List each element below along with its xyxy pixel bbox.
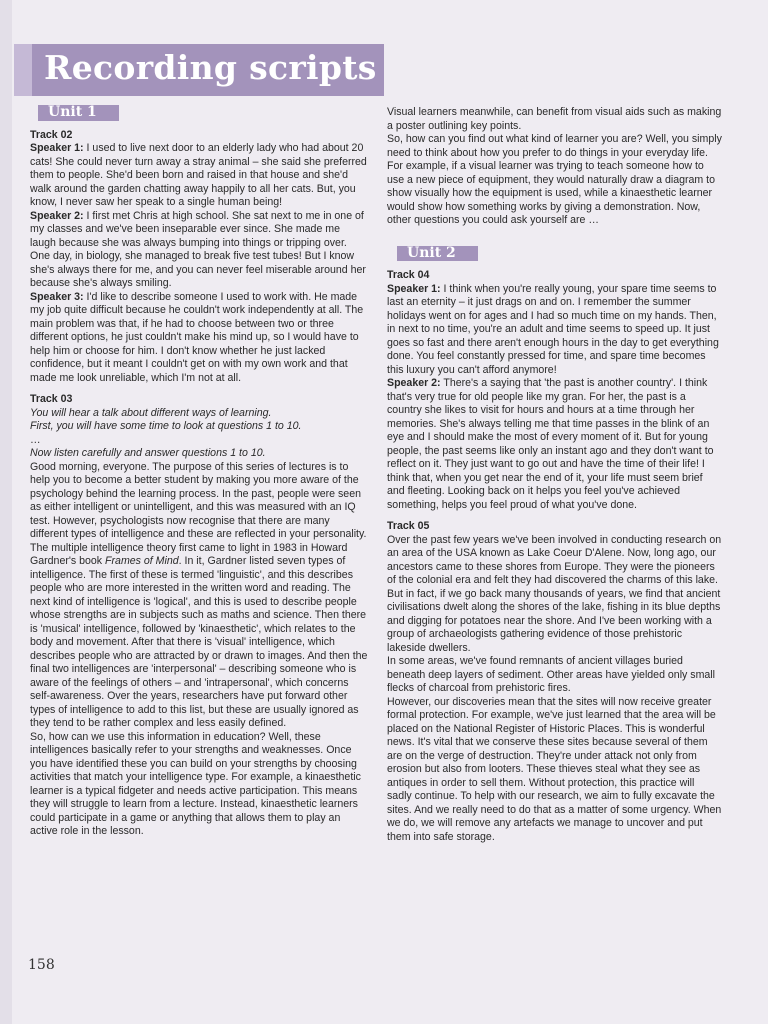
track-05-paragraph-4: However, our discoveries mean that the sites will now receive greater formal protection. For example, we've just learned that the area will be placed on the National Register of Historic Places. This is wonderful news. It's vital that we conserve these sites because several of them are on the verge of destruction. They're under attack not only from erosion but also from looters. These thieves steal what they see as antiques in order to sell them. Without protection, this practice will sadly continue. To help with our research, we aim to fully excavate the sites. And we really need to do that as a matter of some urgency. When we do, we will remove any artefacts we manage to uncover and put them into safe storage. (387, 695, 722, 843)
track-02-heading: Track 02 (30, 128, 73, 141)
paragraph-text: Good morning, everyone. The purpose of this series of lectures is to help you to become a better student by making you more aware of the psychology behind the learning process. In the past, people were seen as either intelligent or unintelligent, and this was measured with an IQ test. However, psychologists now recognise that there are many different types of intelligence and these are reflected in your personality. The multiple intelligence theory first came to light in 1983 in Howard Gardner's book (30, 460, 367, 567)
track-05-paragraph-1: Over the past few years we've been involved in conducting research on an area of the USA known as Lake Coeur D'Alene. Now, long ago, our ancestors came to these shores from Europe. They were the pioneers of the colonial era and felt they had discovered the charms of this lake. (387, 533, 722, 586)
speaker-text: I used to live next door to an elderly lady who had about 20 cats! She could never turn away a stray animal – she said she preferred them to people. She'd been born and raised in that house and she'd walk around the garden chatting away happily to all her cats. But, you know, I never saw her speak to a single human being! (30, 142, 367, 208)
track-03-ellipsis: … (30, 433, 41, 446)
track-03-paragraph-3: Visual learners meanwhile, can benefit from visual aids such as making a poster outlining key points. (387, 106, 722, 132)
unit-2-heading: Unit 2 (397, 246, 478, 262)
track-05-paragraph-2: But in fact, if we go back many thousands of years, we find that ancient civilisations dwelt along the shores of the lake, fishing in its blue depths and digging for potatoes near the shore. And I've been working with a group of archaeologists gathering evidence of those prehistoric lakeside dwellers. (387, 587, 721, 654)
speaker-label: Speaker 2: (30, 209, 84, 222)
page-edge (0, 0, 12, 1024)
speaker-text: I'd like to describe someone I used to work with. He made my job quite difficult because he couldn't work independently at all. The main problem was that, if he had to choose between two or three different options, he just couldn't make his mind up, so I would have to help him or choose for him. I don't know whether he just lacked confidence, but it meant I couldn't get on with my own work and that made me look unreliable, which I'm not at all. (30, 290, 364, 384)
track-04-speaker-1 (387, 283, 722, 378)
speaker-label: Speaker 3: (30, 290, 84, 303)
speaker-label: Speaker 2: (387, 377, 441, 389)
speaker-label: Speaker 1: (30, 142, 84, 154)
speaker-text: I think when you're really young, your spare time seems to last an eternity – it just drags on and on. I remember the summer holidays went on for ages and I had so much time on my hands. Then, in next to no time, you're an adult and time seems to speed up. It just goes so fast and there aren't enough hours in the day to get everything done. You feel constantly pressed for time, and spare time becomes this luxury you can't afford anymore! (387, 282, 719, 376)
page-number: 158 (28, 957, 55, 973)
track-02-speaker-3 (30, 291, 368, 386)
speaker-text: I first met Chris at high school. She sat next to me in one of my classes and we've been inseparable ever since. She made me laugh because she was always bumping into things or tripping over. One day, in biology, she managed to break five test tubes! But I know she's always there for me, and you can never feel miserable around her because she's always smiling. (30, 209, 366, 289)
track-03-instruction-3: Now listen carefully and answer questions 1 to 10. (30, 447, 266, 459)
track-03-instruction-1: You will hear a talk about different ways of learning. (30, 406, 272, 419)
track-03-paragraph-1 (30, 461, 368, 731)
track-03-paragraph-4: So, how can you find out what kind of learner you are? Well, you simply need to think about how you prefer to do things in your everyday life. For example, if a visual learner was trying to teach someone how to use a new piece of equipment, they would naturally draw a diagram to show visually how the equipment is used, while a kinaesthetic learner would show how something works by giving a demonstration. Now, other questions you could ask yourself are … (387, 133, 722, 226)
track-02-speaker-1 (30, 142, 368, 210)
track-04-heading: Track 04 (387, 269, 430, 281)
speaker-label: Speaker 1: (387, 282, 441, 295)
track-03-heading: Track 03 (30, 393, 73, 405)
track-04-speaker-2 (387, 377, 722, 512)
right-column (387, 106, 722, 844)
track-03-paragraph-2: So, how can we use this information in education? Well, these intelligences basically refer to your strengths and weaknesses. Once you have identified these you can build on your strengths by choosing activities that match your intelligence type. For example, a kinaesthetic learner is a typical fidgeter and needs active participation. This means they will struggle to learn from a lecture. Instead, kinaesthetic learners could participate in a game or anything that allows them to play an active role in the lesson. (30, 730, 361, 837)
book-title: Frames of Mind (105, 555, 179, 567)
left-column (30, 105, 368, 839)
track-05-heading: Track 05 (387, 520, 430, 532)
paragraph-text: . In it, Gardner listed seven types of intelligence. The first of these is termed 'linguistic', and this describes people who are more interested in the written word and reading. The next kind of intelligence is 'logical', and this is used to describe people whose strengths are in subjects such as maths and science. Then there is 'musical' intelligence, followed by 'kinaesthetic', which relates to the body and movement. After that there is 'visual' intelligence, which describes people who are attracted by or drawn to images. And then the final two intelligences are 'interpersonal' – describing someone who is aware of the feelings of others – and 'intrapersonal', which concerns self-awareness. Over the years, researchers have put forward other types of intelligence to add to this list, but these are usually ignored as they tend to be rather complex and less easily defined. (30, 555, 368, 729)
unit-1-heading: Unit 1 (38, 105, 119, 121)
title-banner (14, 44, 384, 96)
track-03-instruction-2: First, you will have some time to look at questions 1 to 10. (30, 420, 302, 432)
page-title: Recording scripts (44, 48, 377, 87)
title-accent (14, 44, 32, 96)
track-05-paragraph-3: In some areas, we've found remnants of ancient villages buried beneath deep layers of sediment. Other areas have yielded only small flecks of charcoal from prehistoric fires. (387, 655, 716, 694)
track-02-speaker-2 (30, 210, 368, 291)
speaker-text: There's a saying that 'the past is another country'. I think that's very true for old people like my gran. For her, the past is a country she likes to visit for hours and hours at a time through her memories. She's always telling me that time passes in the blink of an eye and I should make the most of every moment of it. But for young people, the past seems like only an instant ago and they don't want to reflect on it. They just want to go out and have the time of their life! I think that, when you get near the end of it, your life must seem brief and fleeting. Looking back on it helps you feel you've achieved something, helps you feel proud of what you've done. (387, 377, 714, 511)
